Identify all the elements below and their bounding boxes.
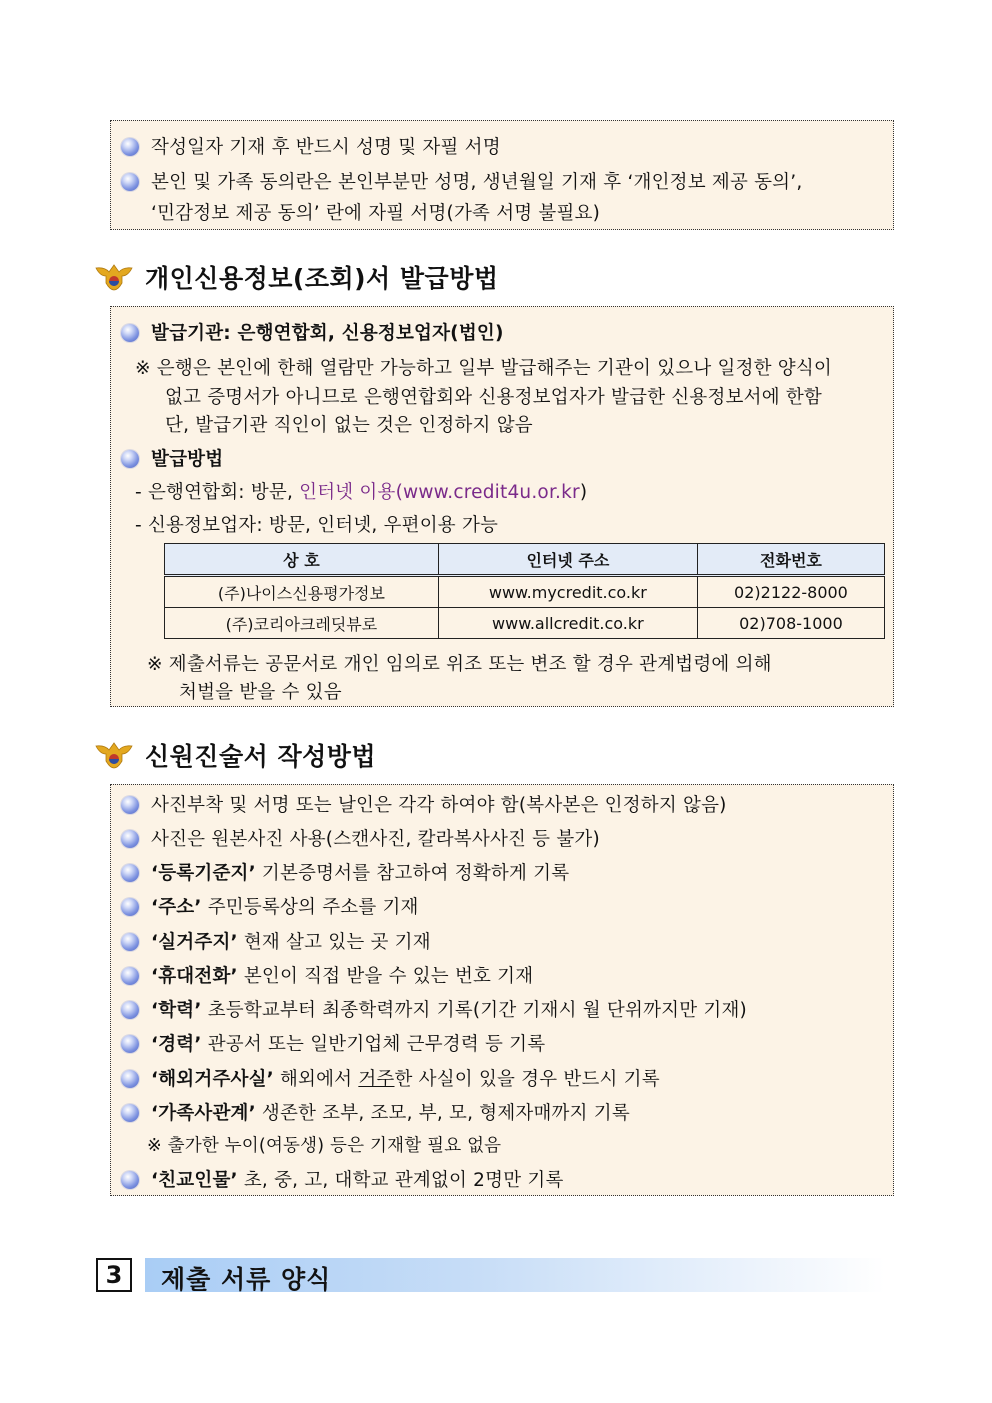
- bullet-icon: [121, 933, 139, 951]
- personal-statement-box: [110, 784, 894, 1196]
- section-title-credit-report: [95, 259, 499, 295]
- issuer-item: [111, 319, 893, 345]
- item-keyword: ‘가족사관계’: [151, 1103, 256, 1124]
- bullet-icon: [121, 898, 139, 916]
- family-note: [147, 1132, 893, 1157]
- item-text: 관공서 또는 일반기업체 근무경력 등 기록: [201, 1034, 546, 1055]
- warning-text: 처벌을 받을 수 있음: [179, 682, 342, 703]
- table-row: [165, 608, 885, 639]
- list-item: [111, 1065, 893, 1091]
- section-banner-title: 제출 서류 양식: [161, 1265, 332, 1294]
- item-keyword: ‘경력’: [151, 1034, 202, 1055]
- note-line: [165, 383, 893, 409]
- bullet-icon: [121, 324, 139, 342]
- bullet-icon: [121, 1104, 139, 1122]
- bullet-icon: [121, 1070, 139, 1088]
- bullet-icon: [121, 796, 139, 814]
- section-banner: [145, 1258, 885, 1292]
- item-keyword: ‘해외거주사실’: [151, 1069, 274, 1090]
- item-text: 사진은 원본사진 사용(스캔사진, 칼라복사사진 등 불가): [151, 829, 600, 850]
- bullet-icon: [121, 1001, 139, 1019]
- list-item: [111, 893, 893, 919]
- item-text: 주민등록상의 주소를 기재: [201, 897, 419, 918]
- list-item: [111, 962, 893, 988]
- item-text: 본인이 직접 받을 수 있는 번호 기재: [237, 966, 534, 987]
- table-row: [165, 576, 885, 608]
- warning-line: [147, 650, 893, 676]
- bullet-icon: [121, 864, 139, 882]
- method-text: ): [579, 482, 588, 503]
- top-notes-box: [110, 120, 894, 230]
- item-text: 한 사실이 있을 경우 반드시 기록: [394, 1069, 660, 1090]
- item-keyword: ‘휴대전화’: [151, 966, 238, 987]
- note-text: 단, 발급기관 직인이 없는 것은 인정하지 않음: [165, 415, 533, 436]
- bullet-icon: [121, 138, 139, 156]
- section-title-personal-statement: [95, 737, 376, 773]
- item-keyword: ‘친교인물’: [151, 1170, 238, 1191]
- item-text: 사진부착 및 서명 또는 날인은 각각 하여야 함(복사본은 인정하지 않음): [151, 795, 727, 816]
- list-item: [111, 1030, 893, 1056]
- item-text: 초등학교부터 최종학력까지 기록(기간 기재시 월 단위까지만 기재): [201, 1000, 747, 1021]
- agency-table: [164, 543, 885, 639]
- list-item: [111, 133, 893, 159]
- bullet-icon: [121, 1171, 139, 1189]
- list-item: [111, 1166, 893, 1192]
- credit-report-box: [110, 306, 894, 707]
- table-header-row: [165, 544, 885, 576]
- item-text: ‘민감정보 제공 동의’ 란에 자필 서명(가족 서명 불필요): [151, 203, 601, 224]
- cell-phone: 02)708-1000: [697, 608, 884, 639]
- bullet-icon: [121, 967, 139, 985]
- method-text: - 신용정보업자: 방문, 인터넷, 우편이용 가능: [135, 515, 499, 536]
- item-text: 현재 살고 있는 곳 기재: [237, 932, 431, 953]
- list-item: [111, 928, 893, 954]
- header-phone: 전화번호: [697, 544, 884, 576]
- note-text: ※ 출가한 누이(여동생) 등은 기재할 필요 없음: [147, 1136, 502, 1156]
- bullet-icon: [121, 830, 139, 848]
- item-text: 초, 중, 고, 대학교 관계없이 2명만 기록: [237, 1170, 564, 1191]
- bullet-icon: [121, 450, 139, 468]
- cell-company: (주)코리아크레딧뷰로: [165, 608, 439, 639]
- bullet-icon: [121, 1035, 139, 1053]
- section-number: 3: [105, 1261, 123, 1289]
- header-company: 상 호: [165, 544, 439, 576]
- issuer-label: 발급기관: 은행연합회, 신용정보업자(법인): [151, 323, 504, 344]
- item-text: 해외에서: [273, 1069, 359, 1090]
- list-item: [111, 168, 893, 194]
- note-line: [165, 411, 893, 437]
- item-text: 생존한 조부, 조모, 부, 모, 형제자매까지 기록: [255, 1103, 630, 1124]
- note-line: [135, 354, 893, 380]
- item-keyword: ‘실거주지’: [151, 932, 238, 953]
- list-item: [111, 791, 893, 817]
- note-text: ※ 은행은 본인에 한해 열람만 가능하고 일부 발급해주는 기관이 있으나 일정한 양식이: [135, 358, 833, 379]
- cell-phone: 02)2122-8000: [697, 576, 884, 608]
- cell-website[interactable]: www.allcredit.co.kr: [438, 608, 697, 639]
- list-item: [111, 825, 893, 851]
- list-item: [111, 1099, 893, 1125]
- method-item: [111, 445, 893, 471]
- item-keyword: ‘주소’: [151, 897, 202, 918]
- item-text: 작성일자 기재 후 반드시 성명 및 자필 서명: [151, 137, 501, 158]
- item-keyword: ‘등록기준지’: [151, 863, 256, 884]
- list-item-continuation: [151, 199, 893, 225]
- header-website: 인터넷 주소: [438, 544, 697, 576]
- warning-text: ※ 제출서류는 공문서로 개인 임의로 위조 또는 변조 할 경우 관계법령에 의해: [147, 654, 772, 675]
- section-title-text: 신원진술서 작성방법: [145, 742, 377, 771]
- method-label: 발급방법: [151, 449, 224, 470]
- cell-website[interactable]: www.mycredit.co.kr: [438, 576, 697, 608]
- list-item: [111, 996, 893, 1022]
- underlined-word: 거주: [358, 1069, 395, 1090]
- warning-line: [179, 678, 893, 704]
- cell-company: (주)나이스신용평가정보: [165, 576, 439, 608]
- credit4u-link[interactable]: 인터넷 이용(www.credit4u.or.kr: [299, 482, 580, 503]
- item-text: 기본증명서를 참고하여 정확하게 기록: [255, 863, 570, 884]
- police-emblem-icon: [95, 741, 133, 769]
- bullet-icon: [121, 173, 139, 191]
- section-number-badge: [96, 1258, 132, 1292]
- method-text: - 은행연합회: 방문,: [135, 482, 300, 503]
- section-title-text: 개인신용정보(조회)서 발급방법: [145, 264, 499, 293]
- item-text: 본인 및 가족 동의란은 본인부분만 성명, 생년월일 기재 후 ‘개인정보 제공 동의’,: [151, 172, 803, 193]
- item-keyword: ‘학력’: [151, 1000, 202, 1021]
- note-text: 없고 증명서가 아니므로 은행연합회와 신용정보업자가 발급한 신용정보서에 한함: [165, 387, 822, 408]
- method-line-agency: [135, 511, 893, 537]
- police-emblem-icon: [95, 263, 133, 291]
- list-item: [111, 859, 893, 885]
- method-line-bank: [135, 478, 893, 504]
